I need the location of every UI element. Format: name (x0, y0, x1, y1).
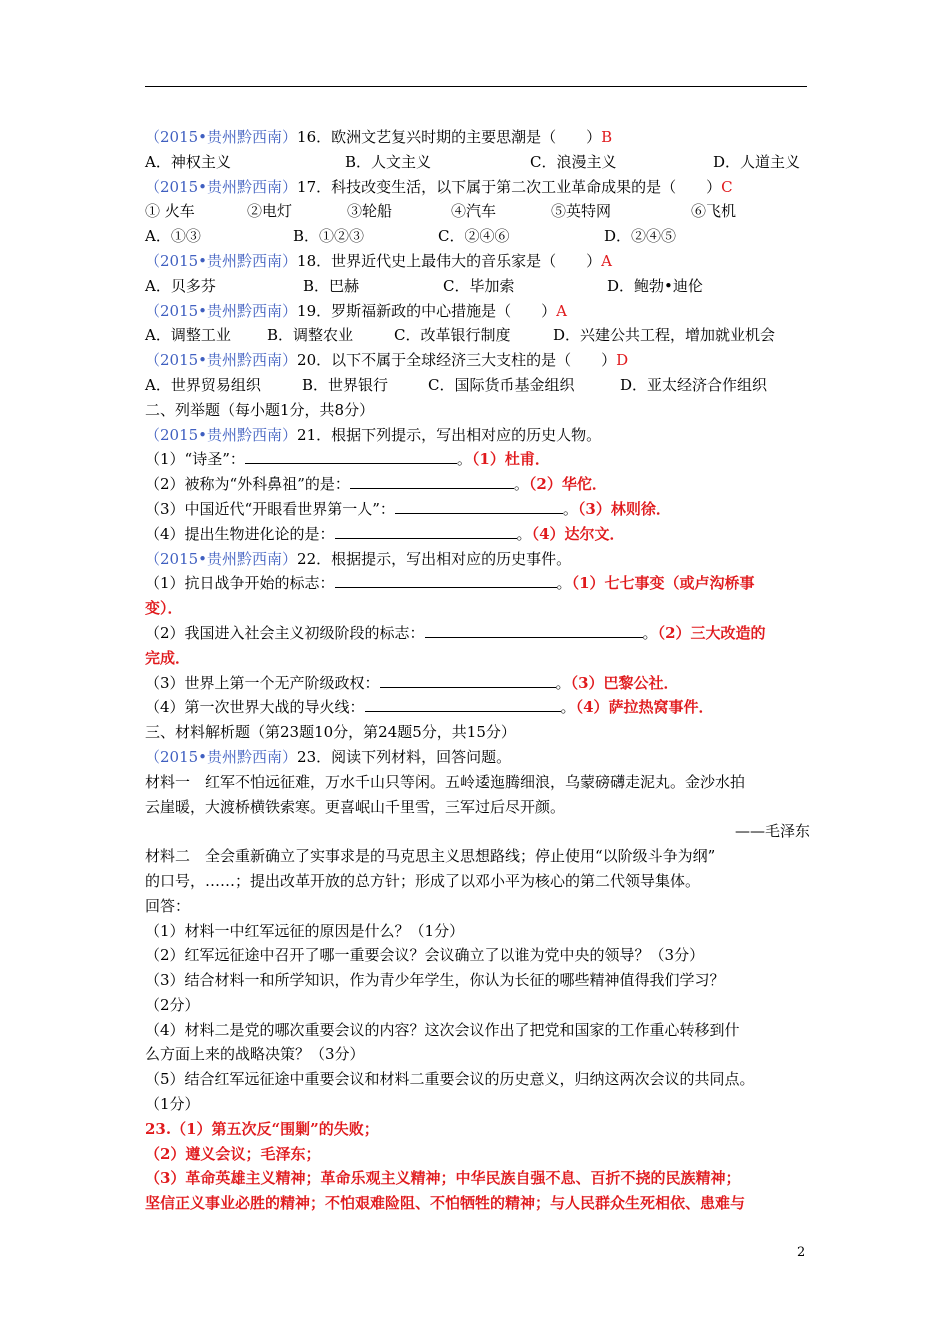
options-19 (145, 323, 810, 348)
question-stem: 17．科技改变生活，以下属于第二次工业革命成果的是（ ） (297, 177, 722, 196)
answer-blank (335, 572, 557, 588)
option-b: B．①②③ (293, 227, 365, 246)
material-1-line: 云崖暖，大渡桥横铁索寒。更喜岷山千里雪，三军过后尽开颜。 (145, 797, 566, 816)
answer-key: D (616, 351, 629, 370)
answer-blank (335, 523, 517, 539)
option-a: A．①③ (145, 227, 201, 246)
question-18 (145, 249, 810, 274)
fill-item: （2）被称为“外科鼻祖”的是： 。（2）华佗． (145, 475, 607, 494)
options-20 (145, 373, 810, 398)
option-b: B．调整农业 (267, 326, 354, 345)
fill-prompt: （3）中国近代“开眼看世界第一人”： (145, 499, 395, 518)
option-d: D．鲍勃•迪伦 (607, 276, 703, 295)
question-17 (145, 175, 810, 200)
sub-question: （1）材料一中红军远征的原因是什么？（1分） (145, 921, 465, 940)
option-d: D．②④⑤ (604, 227, 677, 246)
section-heading-2: 二、列举题（每小题1分，共8分） (145, 400, 375, 419)
question-16 (145, 125, 810, 150)
sub-question: （2）红军远征途中召开了哪一重要会议？会议确立了以谁为党中央的领导？（3分） (145, 946, 705, 965)
question-source: （2015•贵州黔西南） (145, 747, 298, 766)
option-c: C．改革银行制度 (394, 326, 511, 345)
header-rule (145, 86, 807, 87)
fill-item: （3）中国近代“开眼看世界第一人”： 。（3）林则徐． (145, 499, 671, 518)
material-1-line: 材料一 红军不怕远征难，万水千山只等闲。五岭逶迤腾细浪，乌蒙磅礴走泥丸。金沙水拍 (145, 772, 746, 791)
option-d: D．人道主义 (713, 152, 801, 171)
answer-key: A (601, 251, 612, 270)
answer-key: B (601, 128, 613, 146)
options-16 (145, 150, 810, 175)
fill-answer: （2）三大改造的 (657, 623, 766, 642)
option-d: D．兴建公共工程，增加就业机会 (553, 326, 776, 345)
question-20 (145, 348, 810, 373)
question-source: （2015•贵州黔西南） (145, 301, 298, 320)
fill-item: （2）我国进入社会主义初级阶段的标志： 。（2）三大改造的 (145, 623, 766, 642)
item: ⑥飞机 (691, 202, 737, 221)
question-21 (145, 423, 810, 448)
option-c: C．毕加索 (443, 276, 515, 295)
fill-prompt: （4）提出生物进化论的是： (145, 524, 335, 543)
question-source: （2015•贵州黔西南） (145, 251, 298, 270)
question-stem: 18．世界近代史上最伟大的音乐家是（ ） (297, 251, 602, 270)
question-stem: 19．罗斯福新政的中心措施是（ ） (297, 301, 557, 320)
fill-answer: （2）华佗． (528, 475, 607, 494)
options-18 (145, 274, 810, 299)
question-22 (145, 547, 810, 572)
answer-blank (350, 473, 514, 489)
option-a: A．神权主义 (145, 152, 231, 171)
answer-line: 坚信正义事业必胜的精神；不怕艰难险阻、不怕牺牲的精神；与人民群众生死相依、患难与 (145, 1194, 746, 1213)
option-b: B．世界银行 (302, 375, 389, 394)
question-source: （2015•贵州黔西南） (145, 425, 298, 444)
sub-question: （5）结合红军远征途中重要会议和材料二重要会议的历史意义，归纳这两次会议的共同点。 (145, 1070, 755, 1089)
sub-question: （3）结合材料一和所学知识，作为青少年学生，你认为长征的哪些精神值得我们学习？ (145, 971, 725, 990)
answer-key: C (721, 177, 733, 196)
fill-prompt: （4）第一次世界大战的导火线： (145, 698, 365, 717)
material-1-author: ——毛泽东 (734, 822, 810, 841)
fill-answer: （1）七七事变（或卢沟桥事 (571, 574, 755, 593)
page-number: 2 (797, 1245, 806, 1260)
fill-item: （3）世界上第一个无产阶级政权： 。（3）巴黎公社． (145, 673, 679, 692)
options-17 (145, 224, 810, 249)
fill-prompt: （1）抗日战争开始的标志： (145, 574, 335, 593)
sub-question: （2分） (145, 995, 200, 1014)
fill-answer: （3）林则徐． (577, 499, 671, 518)
material-2-line: 的口号，……；提出改革开放的总方针；形成了以邓小平为核心的第二代领导集体。 (145, 871, 701, 890)
question-19 (145, 299, 810, 324)
sub-question: 么方面上来的战略决策？（3分） (145, 1045, 365, 1064)
item: ⑤英特网 (551, 202, 612, 221)
answer-blank (245, 448, 457, 464)
item: ① 火车 (145, 202, 195, 221)
material-2-line: 材料二 全会重新确立了实事求是的马克思主义思想路线；停止使用“以阶级斗争为纲” (145, 847, 716, 866)
question-stem: 21．根据下列提示，写出相对应的历史人物。 (297, 425, 602, 444)
fill-prompt: （1）“诗圣”： (145, 450, 245, 469)
option-c: C．浪漫主义 (530, 152, 617, 171)
fill-answer: （1）杜甫． (471, 450, 550, 469)
fill-prompt: （2）被称为“外科鼻祖”的是： (145, 475, 350, 494)
question-stem: 20．以下不属于全球经济三大支柱的是（ ） (297, 351, 617, 370)
fill-answer: （4）达尔文． (531, 524, 625, 543)
question-stem: 16．欧洲文艺复兴时期的主要思潮是（ ） (297, 128, 602, 146)
option-b: B．巴赫 (303, 276, 360, 295)
question-stem: 23．阅读下列材料，回答问题。 (297, 747, 512, 766)
question-23 (145, 745, 810, 770)
fill-prompt: （2）我国进入社会主义初级阶段的标志： (145, 623, 425, 642)
sub-question: （4）材料二是党的哪次重要会议的内容？这次会议作出了把党和国家的工作重心转移到什 (145, 1020, 740, 1039)
answer-blank (395, 498, 563, 514)
option-a: A．贝多芬 (145, 276, 216, 295)
answer-line: （3）革命英雄主义精神；革命乐观主义精神；中华民族自强不息、百折不挠的民族精神； (145, 1169, 741, 1188)
fill-answer: （3）巴黎公社． (570, 673, 679, 692)
fill-answer-cont: 变）． (145, 599, 183, 618)
option-b: B．人文主义 (345, 152, 432, 171)
question-stem: 22．根据提示，写出相对应的历史事件。 (297, 549, 572, 568)
answer-label: 回答： (145, 896, 191, 915)
answer-line: 23.（1）第五次反“围剿”的失败； (145, 1119, 379, 1138)
option-c: C．②④⑥ (438, 227, 510, 246)
question-source: （2015•贵州黔西南） (145, 549, 298, 568)
items-17 (145, 199, 810, 224)
fill-item: （4）提出生物进化论的是： 。（4）达尔文． (145, 524, 625, 543)
question-source: （2015•贵州黔西南） (145, 128, 298, 146)
fill-item: （1）“诗圣”： 。（1）杜甫． (145, 450, 550, 469)
question-source: （2015•贵州黔西南） (145, 177, 298, 196)
fill-answer: （4）萨拉热窝事件． (575, 698, 714, 717)
option-a: A．世界贸易组织 (145, 375, 261, 394)
fill-item: （1）抗日战争开始的标志： 。（1）七七事变（或卢沟桥事 (145, 574, 755, 593)
section-heading-3: 三、材料解析题（第23题10分，第24题5分，共15分） (145, 723, 516, 742)
fill-item: （4）第一次世界大战的导火线： 。（4）萨拉热窝事件． (145, 698, 714, 717)
item: ③轮船 (347, 202, 393, 221)
sub-question: （1分） (145, 1095, 200, 1114)
item: ④汽车 (451, 202, 497, 221)
answer-line: （2）遵义会议；毛泽东； (145, 1144, 321, 1163)
fill-answer-cont: 完成． (145, 648, 191, 667)
document-body (145, 125, 810, 1216)
question-source: （2015•贵州黔西南） (145, 351, 298, 370)
answer-key: A (556, 301, 567, 320)
answer-blank (425, 622, 643, 638)
option-d: D．亚太经济合作组织 (620, 375, 768, 394)
item: ②电灯 (247, 202, 293, 221)
option-c: C．国际货币基金组织 (428, 375, 575, 394)
answer-blank (365, 696, 561, 712)
answer-blank (380, 672, 556, 688)
fill-prompt: （3）世界上第一个无产阶级政权： (145, 673, 380, 692)
option-a: A．调整工业 (145, 326, 231, 345)
